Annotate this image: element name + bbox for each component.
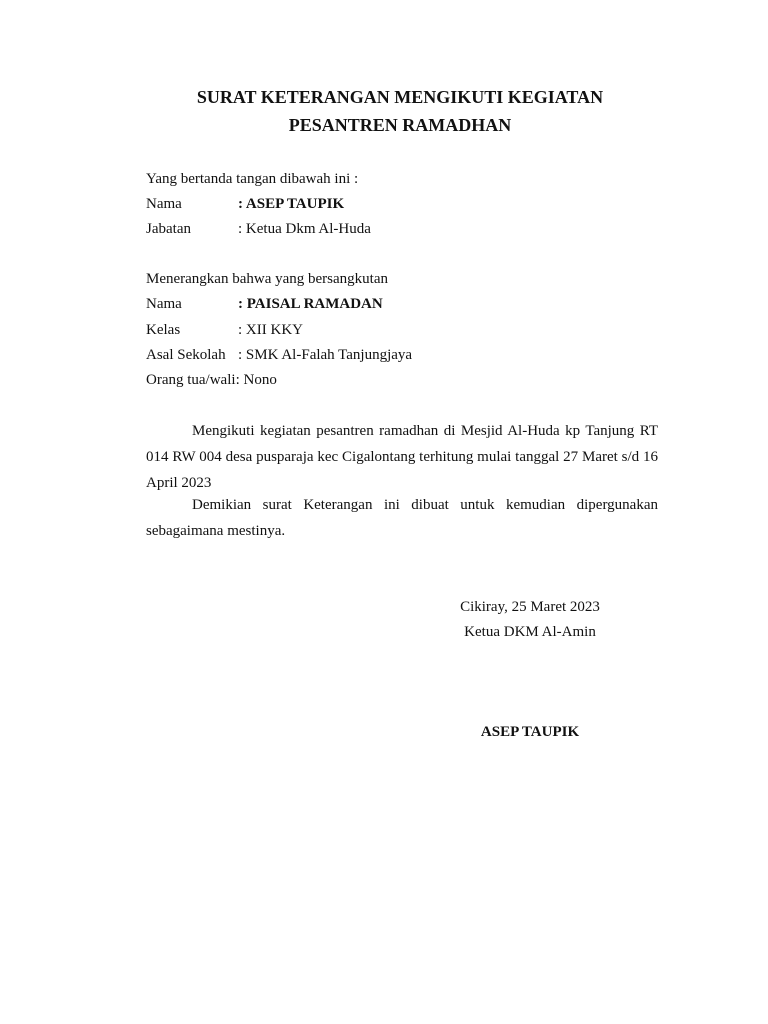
signer-intro: Yang bertanda tangan dibawah ini : bbox=[146, 171, 359, 187]
signer-name-label: Nama bbox=[146, 196, 182, 212]
document-title-line-1: SURAT KETERANGAN MENGIKUTI KEGIATAN bbox=[196, 87, 604, 107]
subject-class-value: : XII KKY bbox=[238, 322, 303, 338]
subject-name-label: Nama bbox=[146, 296, 182, 312]
subject-guardian-value: : Nono bbox=[235, 372, 277, 388]
signature-position: Ketua DKM Al-Amin bbox=[464, 624, 596, 640]
subject-school-row bbox=[146, 345, 412, 365]
subject-name-value: : PAISAL RAMADAN bbox=[238, 296, 383, 312]
signer-name-value: : ASEP TAUPIK bbox=[238, 196, 345, 212]
subject-class-label: Kelas bbox=[146, 322, 181, 338]
signer-position-label: Jabatan bbox=[146, 221, 191, 237]
signature-place-date: Cikiray, 25 Maret 2023 bbox=[460, 599, 600, 615]
subject-name-row bbox=[146, 294, 383, 314]
document-title-line-2: PESANTREN RAMADHAN bbox=[288, 115, 512, 135]
body-paragraph-2: Demikian surat Keterangan ini dibuat untuk kemudian dipergunakan sebagaimana mestinya. bbox=[146, 497, 658, 539]
signer-position-row bbox=[146, 219, 371, 239]
subject-guardian-row bbox=[146, 370, 277, 390]
subject-school-value: : SMK Al-Falah Tanjungjaya bbox=[238, 347, 413, 363]
signer-position-value: : Ketua Dkm Al-Huda bbox=[238, 221, 371, 237]
signature-name: ASEP TAUPIK bbox=[480, 724, 580, 740]
subject-intro: Menerangkan bahwa yang bersangkutan bbox=[146, 271, 388, 287]
body-paragraph-1: Mengikuti kegiatan pesantren ramadhan di Mesjid Al-Huda kp Tanjung RT 014 RW 004 desa pusparaja kec Cigalontang terhitung mulai tanggal 27 Maret s/d 16 April 2023 bbox=[146, 423, 658, 491]
signer-name-row bbox=[146, 194, 344, 214]
subject-class-row bbox=[146, 320, 303, 340]
subject-school-label: Asal Sekolah bbox=[146, 347, 226, 363]
subject-guardian-label: Orang tua/wali bbox=[146, 372, 236, 388]
